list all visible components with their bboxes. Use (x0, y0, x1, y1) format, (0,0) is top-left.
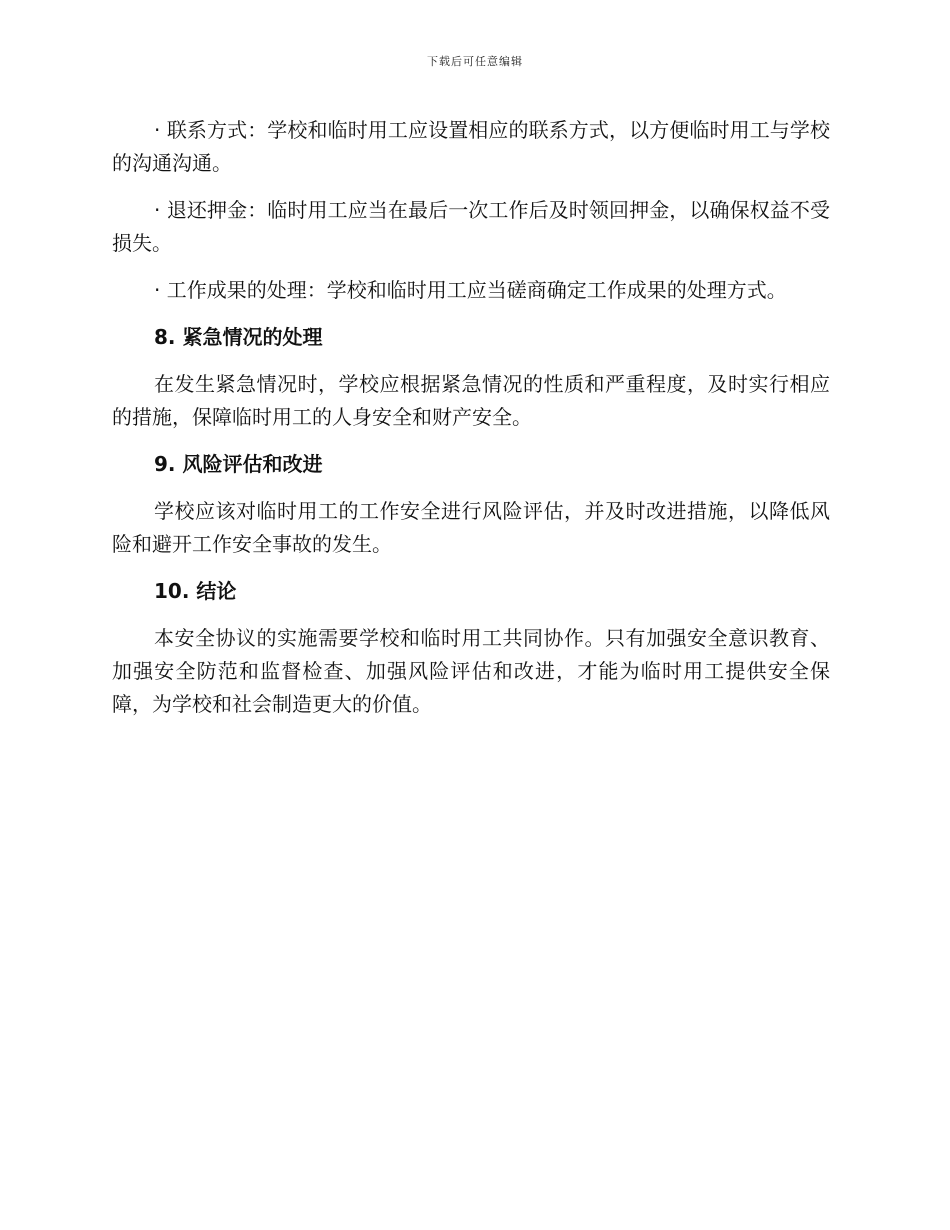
page-header: 下载后可任意编辑 (427, 55, 523, 68)
bullet-contact-method: · 联系方式：学校和临时用工应设置相应的联系方式，以方便临时用工与学校的沟通沟通。 (112, 118, 830, 175)
section-10-body: 本安全协议的实施需要学校和临时用工共同协作。只有加强安全意识教育、加强安全防范和监督检查、加强风险评估和改进，才能为临时用工提供安全保障，为学校和社会制造更大的价值。 (112, 626, 830, 716)
bullet-refund-deposit: · 退还押金：临时用工应当在最后一次工作后及时领回押金，以确保权益不受损失。 (112, 198, 830, 255)
section-8-heading: 8. 紧急情况的处理 (154, 325, 323, 349)
section-8-body: 在发生紧急情况时，学校应根据紧急情况的性质和严重程度，及时实行相应的措施，保障临时用工的人身安全和财产安全。 (112, 372, 830, 429)
section-9-heading: 9. 风险评估和改进 (154, 452, 323, 476)
document-body (112, 114, 830, 735)
section-9-body: 学校应该对临时用工的工作安全进行风险评估，并及时改进措施，以降低风险和避开工作安全事故的发生。 (112, 499, 830, 556)
bullet-work-results: · 工作成果的处理：学校和临时用工应当磋商确定工作成果的处理方式。 (154, 278, 787, 302)
section-10-heading: 10. 结论 (154, 579, 237, 603)
